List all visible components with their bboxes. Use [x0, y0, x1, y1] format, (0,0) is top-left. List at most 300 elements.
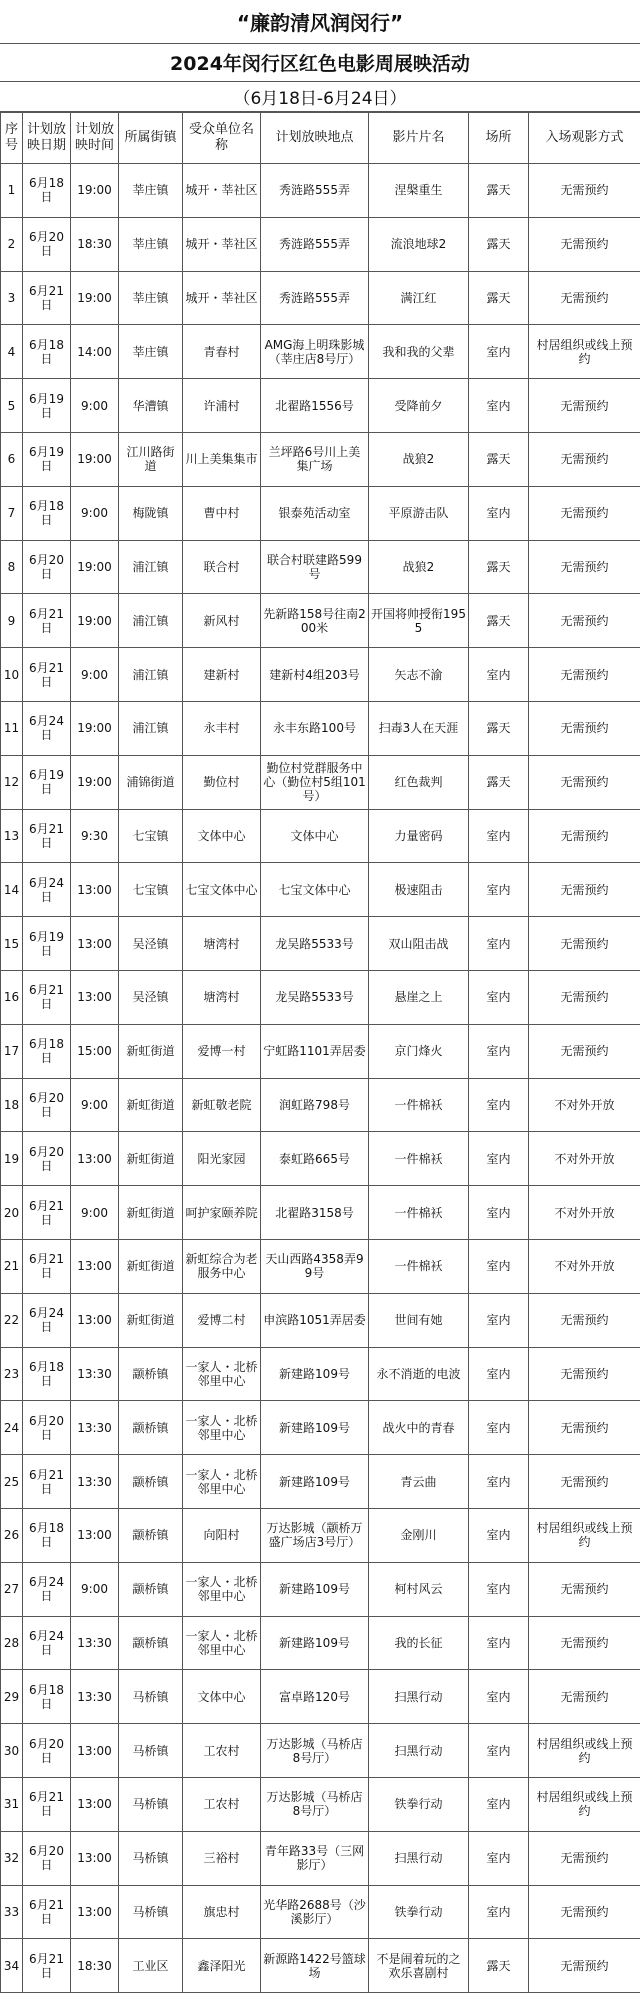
- cell-admission: 无需预约: [529, 1616, 640, 1670]
- cell-place-type: 露天: [469, 701, 529, 755]
- cell-date: 6月21日: [23, 809, 71, 863]
- cell-town: 七宝镇: [119, 809, 183, 863]
- cell-time: 15:00: [71, 1024, 119, 1078]
- cell-town: 工业区: [119, 1939, 183, 1993]
- cell-film-title: 开国将帅授衔1955: [369, 594, 469, 648]
- cell-town: 新虹街道: [119, 1132, 183, 1186]
- cell-index: 32: [1, 1831, 23, 1885]
- cell-place-type: 室内: [469, 486, 529, 540]
- cell-venue: 新源路1422号篮球场: [261, 1939, 369, 1993]
- cell-venue: 新建路109号: [261, 1616, 369, 1670]
- cell-film-title: 一件棉袄: [369, 1078, 469, 1132]
- table-row: [1, 1616, 640, 1670]
- table-row: [1, 1831, 640, 1885]
- cell-place-type: 室内: [469, 1777, 529, 1831]
- cell-time: 9:00: [71, 486, 119, 540]
- cell-admission: 无需预约: [529, 917, 640, 971]
- cell-index: 23: [1, 1347, 23, 1401]
- cell-index: 18: [1, 1078, 23, 1132]
- cell-town: 新虹街道: [119, 1239, 183, 1293]
- cell-venue: 龙吴路5533号: [261, 917, 369, 971]
- cell-admission: 无需预约: [529, 1670, 640, 1724]
- cell-film-title: 涅槃重生: [369, 164, 469, 218]
- cell-audience-unit: 文体中心: [183, 809, 261, 863]
- table-row: [1, 594, 640, 648]
- header-film-title: 影片片名: [369, 113, 469, 164]
- cell-venue: 建新村4组203号: [261, 648, 369, 702]
- cell-town: 马桥镇: [119, 1831, 183, 1885]
- cell-date: 6月20日: [23, 1078, 71, 1132]
- cell-audience-unit: 塘湾村: [183, 970, 261, 1024]
- cell-audience-unit: 七宝文体中心: [183, 863, 261, 917]
- table-row: [1, 863, 640, 917]
- cell-date: 6月20日: [23, 1401, 71, 1455]
- cell-index: 28: [1, 1616, 23, 1670]
- cell-town: 马桥镇: [119, 1724, 183, 1778]
- cell-place-type: 露天: [469, 271, 529, 325]
- cell-index: 12: [1, 755, 23, 809]
- cell-audience-unit: 曹中村: [183, 486, 261, 540]
- table-row: [1, 1508, 640, 1562]
- cell-index: 1: [1, 164, 23, 218]
- cell-film-title: 铁拳行动: [369, 1777, 469, 1831]
- cell-time: 13:00: [71, 1293, 119, 1347]
- cell-index: 13: [1, 809, 23, 863]
- cell-date: 6月18日: [23, 1508, 71, 1562]
- cell-place-type: 室内: [469, 1132, 529, 1186]
- cell-film-title: 青云曲: [369, 1455, 469, 1509]
- header-venue: 计划放映地点: [261, 113, 369, 164]
- cell-date: 6月24日: [23, 863, 71, 917]
- cell-time: 13:30: [71, 1670, 119, 1724]
- cell-admission: 无需预约: [529, 648, 640, 702]
- cell-time: 13:30: [71, 1401, 119, 1455]
- cell-film-title: 扫黑行动: [369, 1831, 469, 1885]
- cell-date: 6月21日: [23, 1885, 71, 1939]
- cell-venue: 北翟路1556号: [261, 379, 369, 433]
- cell-audience-unit: 城开・莘社区: [183, 164, 261, 218]
- cell-venue: 富卓路120号: [261, 1670, 369, 1724]
- cell-audience-unit: 永丰村: [183, 701, 261, 755]
- cell-date: 6月21日: [23, 1239, 71, 1293]
- cell-time: 9:00: [71, 1562, 119, 1616]
- table-row: [1, 970, 640, 1024]
- cell-audience-unit: 新风村: [183, 594, 261, 648]
- table-row: [1, 917, 640, 971]
- cell-venue: 兰坪路6号川上美集广场: [261, 432, 369, 486]
- cell-audience-unit: 许浦村: [183, 379, 261, 433]
- cell-admission: 无需预约: [529, 432, 640, 486]
- cell-venue: 秀涟路555弄: [261, 217, 369, 271]
- table-row: [1, 1239, 640, 1293]
- cell-venue: 联合村联建路599号: [261, 540, 369, 594]
- document-subtitle: 2024年闵行区红色电影周展映活动: [0, 44, 640, 82]
- cell-place-type: 室内: [469, 1562, 529, 1616]
- cell-venue: 天山西路4358弄99号: [261, 1239, 369, 1293]
- cell-admission: 无需预约: [529, 1347, 640, 1401]
- cell-index: 21: [1, 1239, 23, 1293]
- cell-index: 14: [1, 863, 23, 917]
- cell-venue: 泰虹路665号: [261, 1132, 369, 1186]
- cell-place-type: 露天: [469, 164, 529, 218]
- cell-town: 吴泾镇: [119, 970, 183, 1024]
- cell-venue: 润虹路798号: [261, 1078, 369, 1132]
- cell-index: 27: [1, 1562, 23, 1616]
- cell-admission: 无需预约: [529, 1831, 640, 1885]
- cell-date: 6月19日: [23, 432, 71, 486]
- cell-index: 16: [1, 970, 23, 1024]
- cell-place-type: 室内: [469, 1670, 529, 1724]
- cell-venue: 光华路2688号（沙溪影厅）: [261, 1885, 369, 1939]
- cell-admission: 村居组织或线上预约: [529, 325, 640, 379]
- cell-time: 13:30: [71, 1616, 119, 1670]
- cell-index: 26: [1, 1508, 23, 1562]
- cell-time: 13:00: [71, 863, 119, 917]
- cell-audience-unit: 勤位村: [183, 755, 261, 809]
- cell-date: 6月21日: [23, 1186, 71, 1240]
- cell-date: 6月20日: [23, 217, 71, 271]
- cell-audience-unit: 旗忠村: [183, 1885, 261, 1939]
- cell-time: 18:30: [71, 1939, 119, 1993]
- cell-venue: 北翟路3158号: [261, 1186, 369, 1240]
- cell-admission: 无需预约: [529, 1401, 640, 1455]
- cell-place-type: 室内: [469, 1347, 529, 1401]
- cell-film-title: 金刚川: [369, 1508, 469, 1562]
- cell-index: 34: [1, 1939, 23, 1993]
- cell-date: 6月21日: [23, 271, 71, 325]
- cell-town: 颛桥镇: [119, 1562, 183, 1616]
- cell-date: 6月19日: [23, 917, 71, 971]
- cell-audience-unit: 川上美集集市: [183, 432, 261, 486]
- cell-place-type: 室内: [469, 1024, 529, 1078]
- cell-index: 7: [1, 486, 23, 540]
- cell-date: 6月21日: [23, 648, 71, 702]
- cell-time: 19:00: [71, 755, 119, 809]
- cell-time: 13:30: [71, 1455, 119, 1509]
- cell-venue: 秀涟路555弄: [261, 164, 369, 218]
- table-row: [1, 1724, 640, 1778]
- cell-admission: 无需预约: [529, 755, 640, 809]
- cell-time: 9:00: [71, 379, 119, 433]
- cell-index: 15: [1, 917, 23, 971]
- cell-town: 新虹街道: [119, 1078, 183, 1132]
- cell-film-title: 扫毒3人在天涯: [369, 701, 469, 755]
- cell-time: 13:00: [71, 917, 119, 971]
- cell-date: 6月24日: [23, 1616, 71, 1670]
- cell-town: 浦江镇: [119, 701, 183, 755]
- cell-audience-unit: 阳光家园: [183, 1132, 261, 1186]
- cell-town: 浦江镇: [119, 648, 183, 702]
- cell-index: 33: [1, 1885, 23, 1939]
- cell-film-title: 平原游击队: [369, 486, 469, 540]
- table-row: [1, 486, 640, 540]
- cell-time: 19:00: [71, 594, 119, 648]
- cell-time: 14:00: [71, 325, 119, 379]
- header-admission: 入场观影方式: [529, 113, 640, 164]
- table-row: [1, 164, 640, 218]
- cell-venue: 新建路109号: [261, 1562, 369, 1616]
- cell-date: 6月18日: [23, 1670, 71, 1724]
- cell-index: 31: [1, 1777, 23, 1831]
- cell-venue: 永丰东路100号: [261, 701, 369, 755]
- cell-admission: 无需预约: [529, 1562, 640, 1616]
- table-row: [1, 809, 640, 863]
- cell-place-type: 露天: [469, 755, 529, 809]
- cell-audience-unit: 工农村: [183, 1724, 261, 1778]
- cell-audience-unit: 工农村: [183, 1777, 261, 1831]
- cell-town: 莘庄镇: [119, 217, 183, 271]
- cell-place-type: 室内: [469, 1401, 529, 1455]
- cell-film-title: 满江红: [369, 271, 469, 325]
- cell-place-type: 露天: [469, 432, 529, 486]
- cell-town: 新虹街道: [119, 1024, 183, 1078]
- table-body: [1, 164, 640, 1993]
- table-row: [1, 325, 640, 379]
- cell-admission: 无需预约: [529, 379, 640, 433]
- cell-time: 13:00: [71, 970, 119, 1024]
- cell-audience-unit: 爱博一村: [183, 1024, 261, 1078]
- cell-index: 11: [1, 701, 23, 755]
- cell-town: 浦江镇: [119, 540, 183, 594]
- cell-audience-unit: 城开・莘社区: [183, 217, 261, 271]
- cell-film-title: 扫黑行动: [369, 1724, 469, 1778]
- cell-film-title: 一件棉袄: [369, 1186, 469, 1240]
- cell-admission: 无需预约: [529, 164, 640, 218]
- cell-venue: 新建路109号: [261, 1347, 369, 1401]
- cell-audience-unit: 一家人・北桥邻里中心: [183, 1347, 261, 1401]
- cell-place-type: 室内: [469, 970, 529, 1024]
- cell-time: 9:00: [71, 648, 119, 702]
- cell-date: 6月24日: [23, 1562, 71, 1616]
- cell-admission: 无需预约: [529, 217, 640, 271]
- cell-place-type: 室内: [469, 648, 529, 702]
- cell-film-title: 铁拳行动: [369, 1885, 469, 1939]
- table-row: [1, 540, 640, 594]
- table-row: [1, 1939, 640, 1993]
- cell-place-type: 室内: [469, 1239, 529, 1293]
- cell-admission: 无需预约: [529, 1024, 640, 1078]
- cell-film-title: 我的长征: [369, 1616, 469, 1670]
- cell-admission: 无需预约: [529, 1939, 640, 1993]
- cell-film-title: 战狼2: [369, 540, 469, 594]
- cell-place-type: 室内: [469, 1508, 529, 1562]
- cell-date: 6月18日: [23, 1024, 71, 1078]
- cell-audience-unit: 呵护家颐养院: [183, 1186, 261, 1240]
- cell-film-title: 一件棉袄: [369, 1132, 469, 1186]
- cell-place-type: 室内: [469, 917, 529, 971]
- header-date: 计划放映日期: [23, 113, 71, 164]
- cell-admission: 无需预约: [529, 809, 640, 863]
- cell-date: 6月21日: [23, 1777, 71, 1831]
- cell-place-type: 室内: [469, 809, 529, 863]
- cell-town: 马桥镇: [119, 1885, 183, 1939]
- table-row: [1, 1186, 640, 1240]
- cell-admission: 不对外开放: [529, 1239, 640, 1293]
- cell-town: 浦锦街道: [119, 755, 183, 809]
- header-time: 计划放映时间: [71, 113, 119, 164]
- cell-venue: 银泰苑活动室: [261, 486, 369, 540]
- cell-index: 17: [1, 1024, 23, 1078]
- cell-admission: 无需预约: [529, 271, 640, 325]
- cell-film-title: 不是闹着玩的之欢乐喜剧村: [369, 1939, 469, 1993]
- cell-film-title: 扫黑行动: [369, 1670, 469, 1724]
- cell-film-title: 流浪地球2: [369, 217, 469, 271]
- cell-place-type: 室内: [469, 379, 529, 433]
- cell-film-title: 极速阻击: [369, 863, 469, 917]
- cell-audience-unit: 新虹综合为老服务中心: [183, 1239, 261, 1293]
- cell-venue: 万达影城（马桥店8号厅）: [261, 1724, 369, 1778]
- cell-place-type: 室内: [469, 1455, 529, 1509]
- cell-date: 6月20日: [23, 1831, 71, 1885]
- cell-audience-unit: 文体中心: [183, 1670, 261, 1724]
- cell-time: 9:00: [71, 1078, 119, 1132]
- cell-place-type: 室内: [469, 1078, 529, 1132]
- cell-time: 19:00: [71, 164, 119, 218]
- cell-index: 5: [1, 379, 23, 433]
- cell-venue: 新建路109号: [261, 1401, 369, 1455]
- table-row: [1, 217, 640, 271]
- cell-index: 25: [1, 1455, 23, 1509]
- table-row: [1, 1455, 640, 1509]
- cell-audience-unit: 联合村: [183, 540, 261, 594]
- cell-place-type: 露天: [469, 1939, 529, 1993]
- cell-time: 13:00: [71, 1724, 119, 1778]
- screening-table: [0, 112, 640, 1993]
- cell-town: 华漕镇: [119, 379, 183, 433]
- table-row: [1, 432, 640, 486]
- cell-venue: 万达影城（马桥店8号厅）: [261, 1777, 369, 1831]
- cell-date: 6月24日: [23, 1293, 71, 1347]
- table-header-row: [1, 113, 640, 164]
- cell-time: 19:00: [71, 271, 119, 325]
- cell-time: 13:00: [71, 1239, 119, 1293]
- cell-place-type: 露天: [469, 594, 529, 648]
- cell-index: 24: [1, 1401, 23, 1455]
- table-row: [1, 1293, 640, 1347]
- cell-venue: 宁虹路1101弄居委: [261, 1024, 369, 1078]
- table-row: [1, 1562, 640, 1616]
- cell-time: 13:00: [71, 1777, 119, 1831]
- cell-venue: AMG海上明珠影城（莘庄店8号厅）: [261, 325, 369, 379]
- cell-admission: 无需预约: [529, 1293, 640, 1347]
- cell-date: 6月20日: [23, 1724, 71, 1778]
- cell-index: 2: [1, 217, 23, 271]
- cell-place-type: 室内: [469, 1616, 529, 1670]
- cell-admission: 无需预约: [529, 1885, 640, 1939]
- cell-venue: 青年路33号（三网影厅）: [261, 1831, 369, 1885]
- cell-date: 6月18日: [23, 1347, 71, 1401]
- cell-town: 七宝镇: [119, 863, 183, 917]
- table-row: [1, 648, 640, 702]
- cell-time: 18:30: [71, 217, 119, 271]
- cell-index: 19: [1, 1132, 23, 1186]
- cell-audience-unit: 一家人・北桥邻里中心: [183, 1562, 261, 1616]
- cell-venue: 龙吴路5533号: [261, 970, 369, 1024]
- cell-town: 马桥镇: [119, 1777, 183, 1831]
- table-row: [1, 1401, 640, 1455]
- cell-admission: 无需预约: [529, 970, 640, 1024]
- cell-town: 吴泾镇: [119, 917, 183, 971]
- cell-town: 新虹街道: [119, 1186, 183, 1240]
- cell-place-type: 露天: [469, 217, 529, 271]
- cell-date: 6月21日: [23, 970, 71, 1024]
- cell-time: 13:00: [71, 1132, 119, 1186]
- cell-film-title: 力量密码: [369, 809, 469, 863]
- cell-date: 6月18日: [23, 486, 71, 540]
- cell-town: 颛桥镇: [119, 1455, 183, 1509]
- cell-time: 19:00: [71, 540, 119, 594]
- table-row: [1, 1024, 640, 1078]
- cell-venue: 七宝文体中心: [261, 863, 369, 917]
- cell-place-type: 室内: [469, 1186, 529, 1240]
- cell-admission: 村居组织或线上预约: [529, 1508, 640, 1562]
- cell-index: 29: [1, 1670, 23, 1724]
- table-row: [1, 1670, 640, 1724]
- cell-film-title: 战火中的青春: [369, 1401, 469, 1455]
- cell-index: 6: [1, 432, 23, 486]
- cell-town: 马桥镇: [119, 1670, 183, 1724]
- cell-admission: 无需预约: [529, 540, 640, 594]
- cell-admission: 村居组织或线上预约: [529, 1777, 640, 1831]
- cell-place-type: 室内: [469, 1293, 529, 1347]
- cell-time: 19:00: [71, 432, 119, 486]
- table-row: [1, 1132, 640, 1186]
- cell-index: 9: [1, 594, 23, 648]
- header-place-type: 场所: [469, 113, 529, 164]
- cell-audience-unit: 鑫泽阳光: [183, 1939, 261, 1993]
- cell-time: 13:00: [71, 1831, 119, 1885]
- cell-film-title: 悬崖之上: [369, 970, 469, 1024]
- cell-audience-unit: 新虹敬老院: [183, 1078, 261, 1132]
- cell-admission: 村居组织或线上预约: [529, 1724, 640, 1778]
- cell-venue: 新建路109号: [261, 1455, 369, 1509]
- table-row: [1, 379, 640, 433]
- cell-index: 4: [1, 325, 23, 379]
- cell-admission: 无需预约: [529, 1455, 640, 1509]
- cell-audience-unit: 三裕村: [183, 1831, 261, 1885]
- cell-place-type: 室内: [469, 1724, 529, 1778]
- cell-index: 10: [1, 648, 23, 702]
- cell-town: 莘庄镇: [119, 325, 183, 379]
- cell-audience-unit: 一家人・北桥邻里中心: [183, 1455, 261, 1509]
- cell-time: 9:00: [71, 1186, 119, 1240]
- cell-audience-unit: 爱博二村: [183, 1293, 261, 1347]
- cell-film-title: 柯村风云: [369, 1562, 469, 1616]
- cell-audience-unit: 建新村: [183, 648, 261, 702]
- cell-town: 江川路街道: [119, 432, 183, 486]
- cell-town: 颛桥镇: [119, 1401, 183, 1455]
- cell-town: 梅陇镇: [119, 486, 183, 540]
- cell-admission: 无需预约: [529, 594, 640, 648]
- cell-venue: 申滨路1051弄居委: [261, 1293, 369, 1347]
- cell-admission: 无需预约: [529, 863, 640, 917]
- table-row: [1, 1347, 640, 1401]
- cell-film-title: 我和我的父辈: [369, 325, 469, 379]
- cell-date: 6月19日: [23, 379, 71, 433]
- cell-venue: 文体中心: [261, 809, 369, 863]
- cell-admission: 不对外开放: [529, 1078, 640, 1132]
- cell-date: 6月24日: [23, 701, 71, 755]
- cell-place-type: 室内: [469, 863, 529, 917]
- cell-date: 6月21日: [23, 1455, 71, 1509]
- cell-place-type: 室内: [469, 325, 529, 379]
- cell-index: 20: [1, 1186, 23, 1240]
- table-row: [1, 1885, 640, 1939]
- cell-place-type: 室内: [469, 1831, 529, 1885]
- cell-admission: 无需预约: [529, 701, 640, 755]
- cell-venue: 先新路158号往南200米: [261, 594, 369, 648]
- cell-date: 6月20日: [23, 540, 71, 594]
